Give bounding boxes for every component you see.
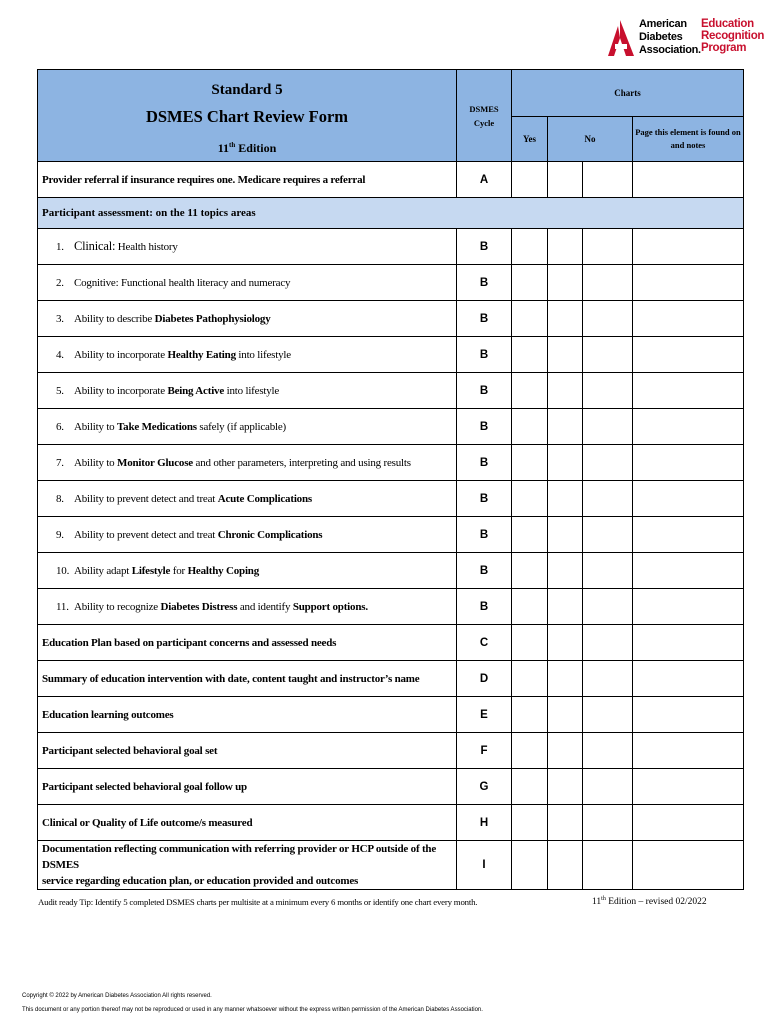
cycle-header: DSMES Cycle	[457, 70, 512, 162]
table-row	[38, 553, 744, 589]
no-cell[interactable]	[548, 481, 583, 517]
table-row	[38, 841, 744, 890]
no-cell[interactable]	[548, 697, 583, 733]
cycle-code: B	[457, 265, 512, 301]
form-title: DSMES Chart Review Form	[145, 106, 349, 126]
cycle-code: C	[457, 625, 512, 661]
cycle-code: D	[457, 661, 512, 697]
no-cell[interactable]	[583, 625, 633, 661]
form-title-cell	[38, 70, 457, 162]
cycle-code: G	[457, 769, 512, 805]
yes-cell[interactable]	[512, 553, 548, 589]
table-row	[38, 445, 744, 481]
assessment-item-label: 5. Ability to incorporate Being Active into lifestyle	[38, 373, 457, 409]
edition-label: 11th Edition	[217, 140, 277, 155]
no-cell[interactable]	[548, 841, 583, 890]
assessment-item-label: 11. Ability to recognize Diabetes Distress and identify Support options.	[38, 589, 457, 625]
page-notes-cell[interactable]	[633, 162, 744, 198]
copyright: Copyright © 2022 by American Diabetes Association All rights reserved.	[22, 993, 212, 999]
table-row	[38, 733, 744, 769]
section-row	[38, 198, 744, 229]
row-label: Education Plan based on participant concerns and assessed needs	[38, 625, 457, 661]
page-notes-cell[interactable]	[633, 769, 744, 805]
page-notes-cell[interactable]	[633, 337, 744, 373]
no-cell[interactable]	[548, 769, 583, 805]
no-cell[interactable]	[548, 229, 583, 265]
table-row	[38, 769, 744, 805]
assessment-section-label: Participant assessment: on the 11 topics areas	[38, 198, 744, 229]
no-cell[interactable]	[583, 517, 633, 553]
no-cell[interactable]	[548, 589, 583, 625]
yes-cell[interactable]	[512, 733, 548, 769]
assessment-item-label: 7. Ability to Monitor Glucose and other parameters, interpreting and using results	[38, 445, 457, 481]
no-cell[interactable]	[583, 841, 633, 890]
table-row	[38, 265, 744, 301]
row-label: Participant selected behavioral goal set	[38, 733, 457, 769]
no-cell[interactable]	[583, 265, 633, 301]
page-notes-cell[interactable]	[633, 265, 744, 301]
cycle-code: H	[457, 805, 512, 841]
cycle-code: B	[457, 337, 512, 373]
table-row	[38, 589, 744, 625]
yes-cell[interactable]	[512, 805, 548, 841]
footer-edition: 11th Edition – revised 02/2022	[592, 896, 707, 908]
assessment-item-label: 1. Clinical: Health history	[38, 229, 457, 265]
table-row	[38, 661, 744, 697]
no-cell[interactable]	[583, 805, 633, 841]
no-cell[interactable]	[583, 697, 633, 733]
yes-cell[interactable]	[512, 265, 548, 301]
program-name: Education Recognition Program	[701, 18, 765, 54]
chart-review-table	[37, 69, 744, 890]
charts-header: Charts	[512, 70, 744, 117]
no-cell[interactable]	[548, 162, 583, 198]
audit-tip: Audit ready Tip: Identify 5 completed DSMES charts per multisite at a minimum every 6 months or identify one chart every month.	[38, 897, 478, 907]
assessment-item-label: 8. Ability to prevent detect and treat Acute Complications	[38, 481, 457, 517]
ada-symbol-icon	[606, 18, 636, 58]
ada-name: American Diabetes Association.	[639, 18, 701, 56]
cycle-code: B	[457, 589, 512, 625]
assessment-item-label: 10. Ability adapt Lifestyle for Healthy Coping	[38, 553, 457, 589]
table-row	[38, 337, 744, 373]
page-notes-cell[interactable]	[633, 301, 744, 337]
no-cell[interactable]	[583, 733, 633, 769]
assessment-item-label: 2. Cognitive: Functional health literacy and numeracy	[38, 265, 457, 301]
no-cell[interactable]	[583, 445, 633, 481]
yes-cell[interactable]	[512, 481, 548, 517]
yes-cell[interactable]	[512, 625, 548, 661]
no-cell[interactable]	[548, 301, 583, 337]
page-notes-cell[interactable]	[633, 229, 744, 265]
yes-cell[interactable]	[512, 301, 548, 337]
table-row	[38, 805, 744, 841]
yes-cell[interactable]	[512, 589, 548, 625]
no-cell[interactable]	[583, 162, 633, 198]
no-cell[interactable]	[548, 373, 583, 409]
page-notes-cell[interactable]	[633, 733, 744, 769]
no-cell[interactable]	[548, 661, 583, 697]
cycle-code: B	[457, 553, 512, 589]
row-label: Clinical or Quality of Life outcome/s measured	[38, 805, 457, 841]
cycle-code: B	[457, 409, 512, 445]
assessment-item-label: 4. Ability to incorporate Healthy Eating into lifestyle	[38, 337, 457, 373]
page-notes-cell[interactable]	[633, 481, 744, 517]
page-notes-cell[interactable]	[633, 805, 744, 841]
page-notes-cell[interactable]	[633, 445, 744, 481]
no-cell[interactable]	[548, 733, 583, 769]
row-label: Participant selected behavioral goal follow up	[38, 769, 457, 805]
cycle-code: B	[457, 517, 512, 553]
cycle-code: F	[457, 733, 512, 769]
no-cell[interactable]	[583, 661, 633, 697]
yes-header: Yes	[512, 117, 548, 162]
assessment-item-label: 9. Ability to prevent detect and treat Chronic Complications	[38, 517, 457, 553]
page-notes-cell[interactable]	[633, 841, 744, 890]
table-row	[38, 481, 744, 517]
cycle-code: A	[457, 162, 512, 198]
page-notes-cell[interactable]	[633, 373, 744, 409]
page-notes-cell[interactable]	[633, 625, 744, 661]
no-cell[interactable]	[548, 625, 583, 661]
table-row	[38, 697, 744, 733]
table-row	[38, 162, 744, 198]
yes-cell[interactable]	[512, 373, 548, 409]
table-row	[38, 301, 744, 337]
table-row	[38, 373, 744, 409]
no-cell[interactable]	[548, 337, 583, 373]
yes-cell[interactable]	[512, 769, 548, 805]
no-cell[interactable]	[548, 265, 583, 301]
yes-cell[interactable]	[512, 229, 548, 265]
no-cell[interactable]	[548, 445, 583, 481]
table-row	[38, 409, 744, 445]
row-label: Summary of education intervention with date, content taught and instructor’s name	[38, 661, 457, 697]
page-notes-cell[interactable]	[633, 589, 744, 625]
assessment-item-label: 3. Ability to describe Diabetes Pathophysiology	[38, 301, 457, 337]
cycle-code: B	[457, 445, 512, 481]
cycle-code: E	[457, 697, 512, 733]
page-notes-cell[interactable]	[633, 697, 744, 733]
no-cell[interactable]	[583, 337, 633, 373]
yes-cell[interactable]	[512, 337, 548, 373]
no-cell[interactable]	[583, 301, 633, 337]
row-label: Education learning outcomes	[38, 697, 457, 733]
yes-cell[interactable]	[512, 841, 548, 890]
no-cell[interactable]	[548, 517, 583, 553]
no-cell[interactable]	[548, 409, 583, 445]
page-notes-cell[interactable]	[633, 661, 744, 697]
no-cell[interactable]	[583, 769, 633, 805]
ada-logo	[606, 16, 765, 60]
yes-cell[interactable]	[512, 409, 548, 445]
row-label: Documentation reflecting communication with referring provider or HCP outside of the DSMES service regarding education plan, or education provided and outcomes	[38, 841, 457, 890]
permission-notice: This document or any portion thereof may not be reproduced or used in any manner whatsoever without the express written permission of the American Diabetes Association.	[22, 1007, 483, 1013]
no-cell[interactable]	[548, 553, 583, 589]
cycle-code: B	[457, 373, 512, 409]
page-notes-header: Page this element is found on and notes	[633, 117, 744, 162]
yes-cell[interactable]	[512, 162, 548, 198]
no-cell[interactable]	[583, 409, 633, 445]
yes-cell[interactable]	[512, 661, 548, 697]
no-cell[interactable]	[583, 373, 633, 409]
page-notes-cell[interactable]	[633, 517, 744, 553]
standard-title: Standard 5	[211, 81, 283, 98]
cycle-code: B	[457, 229, 512, 265]
table-row	[38, 625, 744, 661]
no-cell[interactable]	[583, 589, 633, 625]
no-cell[interactable]	[583, 229, 633, 265]
table-row	[38, 517, 744, 553]
no-cell[interactable]	[583, 481, 633, 517]
row-label: Provider referral if insurance requires one. Medicare requires a referral	[38, 162, 457, 198]
page-notes-cell[interactable]	[633, 553, 744, 589]
no-cell[interactable]	[583, 553, 633, 589]
page-notes-cell[interactable]	[633, 409, 744, 445]
cycle-code: B	[457, 301, 512, 337]
assessment-item-label: 6. Ability to Take Medications safely (if applicable)	[38, 409, 457, 445]
table-row	[38, 229, 744, 265]
yes-cell[interactable]	[512, 697, 548, 733]
no-header: No	[548, 117, 633, 162]
yes-cell[interactable]	[512, 445, 548, 481]
yes-cell[interactable]	[512, 517, 548, 553]
no-cell[interactable]	[548, 805, 583, 841]
cycle-code: B	[457, 481, 512, 517]
cycle-code: I	[457, 841, 512, 890]
